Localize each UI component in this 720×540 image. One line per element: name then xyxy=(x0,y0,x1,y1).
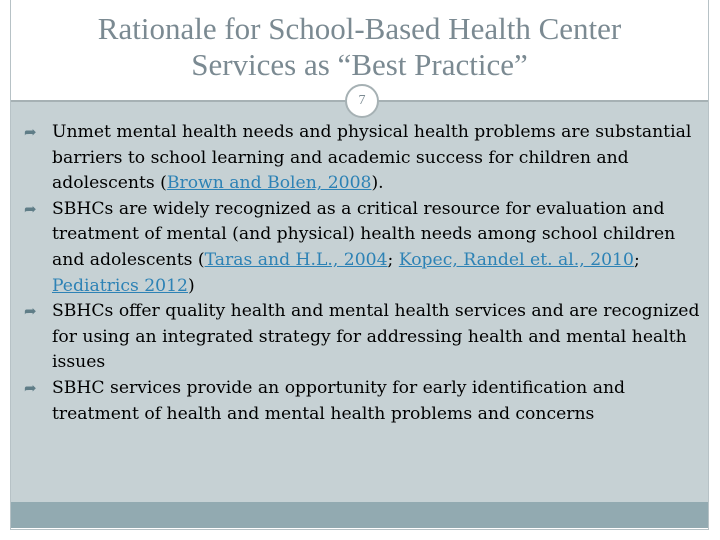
bullet-list xyxy=(22,120,702,427)
bullet-text: SBHC services provide an opportunity for early identification and treatment of health and mental health problems and concerns xyxy=(52,377,626,424)
citation-link[interactable]: Brown and Bolen, 2008 xyxy=(166,173,372,194)
bullet-text: SBHCs offer quality health and mental health services and are recognized for using an integrated strategy for addressing health and mental health issues xyxy=(52,301,700,373)
slide-number-badge: 7 xyxy=(345,84,379,118)
slide-title-line-1: Rationale for School-Based Health Center xyxy=(97,11,622,46)
arrow-bullet-icon: ➦ xyxy=(24,123,37,141)
bullet-item xyxy=(22,120,702,197)
bullet-text: SBHCs are widely recognized as a critical resource for evaluation and treatment of mental (and physical) health needs among school children and adolescents ( xyxy=(52,198,676,270)
bullet-item xyxy=(22,197,702,299)
bullet-text: Unmet mental health needs and physical health problems are substantial barriers to school learning and academic success for children and adolescents ( xyxy=(52,122,692,194)
citation-link[interactable]: Kopec, Randel et. al., 2010 xyxy=(398,249,634,270)
bullet-item xyxy=(22,376,702,427)
arrow-bullet-icon: ➦ xyxy=(24,378,37,397)
arrow-bullet-icon: ➦ xyxy=(24,199,37,218)
bullet-item xyxy=(22,299,702,376)
citation-separator: ; xyxy=(387,249,399,270)
slide-title-line-2: Services as “Best Practice” xyxy=(191,47,528,82)
citation-separator: ; xyxy=(633,249,640,270)
footer-bar xyxy=(11,502,708,528)
arrow-bullet-icon: ➦ xyxy=(24,302,37,321)
slide-title xyxy=(11,0,708,83)
citation-link[interactable]: Taras and H.L., 2004 xyxy=(204,249,388,270)
bullet-text-end: ) xyxy=(187,275,195,296)
citation-link[interactable]: Pediatrics 2012 xyxy=(52,275,188,296)
bullet-text-end: ). xyxy=(371,173,384,194)
